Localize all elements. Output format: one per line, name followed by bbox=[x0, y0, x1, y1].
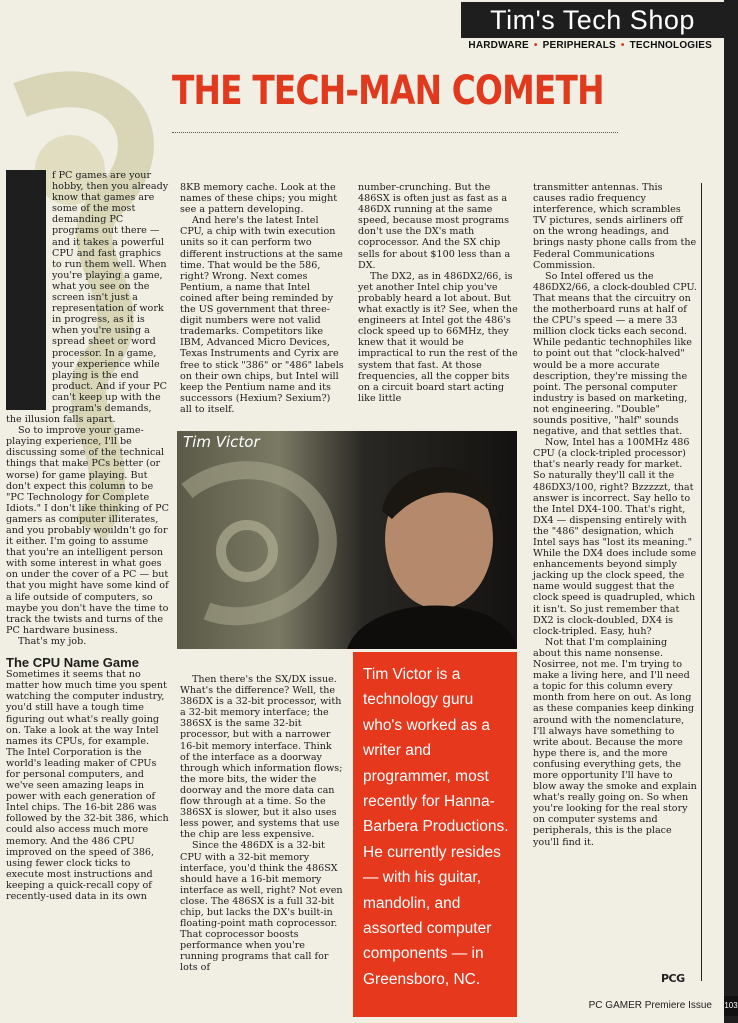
tag-hardware: HARDWARE bbox=[468, 40, 529, 51]
article-paragraph: number-crunching. But the 486SX is often just as fast as a 486DX running at the same speed, because most programs don't use the DX's math coprocessor. And the SX chip sells for about $100 less than a DX. bbox=[358, 182, 511, 271]
drop-cap-block bbox=[6, 170, 46, 410]
right-edge-bar bbox=[724, 0, 738, 1023]
article-paragraph: And here's the latest Intel CPU, a chip with twin execution units so it can perform two different instructions at the same time. That would be the 586, right? Wrong. Next comes Pentium, a name that Intel coined after being reminded by the US government that three-digit numbers were not valid trademarks. Competitors like IBM, Advanced Micro Devices, Texas Instruments and Cyrix are free to stick "386" or "486" labels on their own chips, but Intel will keep the Pentium name and its successors (Hexium? Sexium?) all to itself. bbox=[180, 215, 344, 415]
article-paragraph: f PC games are your hobby, then you already know that games are some of the most demanding PC programs out there — and it takes a powerful CPU and fast graphics to run them well. When you're playing a game, what you see on the screen isn't just a representation of work in progress, as it is when you're using a spread sheet or word processor. In a game, your experience while playing is the end product. And if your PC can't keep up with the program's demands, the illusion falls apart. bbox=[6, 170, 169, 426]
article-paragraph: 8KB memory cache. Look at the names of these chips; you might see a pattern developing. bbox=[180, 182, 338, 216]
headline-rule bbox=[172, 132, 618, 133]
column-rule bbox=[701, 183, 702, 981]
page-footer bbox=[589, 1000, 712, 1011]
portrait-illustration bbox=[177, 431, 517, 649]
tag-peripherals: PERIPHERALS bbox=[542, 40, 616, 51]
article-headline: THE TECH-MAN COMETH bbox=[172, 68, 604, 114]
article-column-2-bottom bbox=[180, 674, 344, 974]
issue-label: Premiere Issue bbox=[644, 1000, 712, 1011]
article-paragraph: Now, Intel has a 100MHz 486 CPU (a clock-tripled processor) that's nearly ready for market. So naturally they'll call it the 486DX3/100, right? Bzzzzzt, that answer is incorrect. Say hello to the Intel DX4-100. That's right, DX4 — dispensing entirely with the "486" designation, which Intel says has "lost its meaning." While the DX4 does include some enhancements beyond simply jacking up the clock speed, the name would suggest that the clock speed is quadrupled, which it isn't. So just remember that DX2 is clock-doubled, DX4 is clock-tripled. Easy, huh? bbox=[533, 437, 697, 637]
article-paragraph: So Intel offered us the 486DX2/66, a clock-doubled CPU. That means that the circuitry on the motherboard runs at half of the CPU's speed — a mere 33 million clock ticks each second. While pedantic technophiles like to point out that "clock-halved" would be a more accurate description, they're missing the point. The personal computer industry is based on marketing, not engineering. "Double" sounds positive, "half" sounds negative, and that settles that. bbox=[533, 270, 697, 438]
end-mark: PCG bbox=[661, 972, 685, 985]
article-column-2-top bbox=[180, 182, 344, 415]
article-column-4 bbox=[533, 182, 697, 848]
bullet-icon: • bbox=[533, 40, 538, 51]
article-paragraph: So to improve your game-playing experience, I'll be discussing some of the technical things that make PCs better (or worse) for game playing. But don't expect this column to be "PC Technology for Complete Idiots." I don't like thinking of PC gamers as computer illiterates, and you probably wouldn't go for it either. I'm going to assume that you're an intelligent person with some interest in what goes on under the cover of a PC — but that you might have some kind of a life outside of computers, so maybe you don't have the time to track the twists and turns of the PC hardware business. bbox=[6, 425, 169, 636]
section-title: Tim's Tech Shop bbox=[461, 2, 724, 38]
article-paragraph: That's my job. bbox=[18, 635, 87, 647]
article-paragraph: Then there's the SX/DX issue. What's the difference? Well, the 386DX is a 32-bit processor, with a 32-bit memory interface; the 386SX is the same 32-bit processor, but with a narrower 16-bit memory interface. Think of the interface as a doorway through which information flows; the more bits, the wider the doorway and the more data can flow through at a time. So the 386SX is slower, but it also uses less power, and systems that use the chip are less expensive. bbox=[180, 674, 343, 841]
bullet-icon: • bbox=[620, 40, 625, 51]
magazine-name: PC GAMER bbox=[588, 1000, 642, 1011]
page-number: 103 bbox=[724, 996, 738, 1016]
article-paragraph: The DX2, as in 486DX2/66, is yet another Intel chip you've probably heard a lot about. But what exactly is it? See, when the engineers at Intel got the 486's clock speed up to 66MHz, they knew that it would be impractical to run the rest of the system that fast. At those frequencies, all the copper bits on a circuit board start acting like little bbox=[358, 270, 518, 404]
article-paragraph: Sometimes it seems that no matter how much time you spent watching the computer industry, you'd still have a tough time figuring out what's really going on. Take a look at the way Intel names its CPUs, for example. The Intel Corporation is the world's leading maker of CPUs for personal computers, and we've seen amazing leaps in power with each generation of Intel chips. The 16-bit 286 was followed by the 32-bit 386, which could also access much more memory. And the 486 CPU improved on the speed of 386, using fewer clock ticks to execute most instructions and keeping a quick-recall copy of recently-used data in its own bbox=[6, 669, 169, 902]
article-paragraph: Since the 486DX is a 32-bit CPU with a 32-bit memory interface, you'd think the 486SX should have a 16-bit memory interface as well, right? Not even close. The 486SX is a full 32-bit chip, but lacks the DX's built-in floating-point math coprocessor. That coprocessor boosts performance when you're running programs that call for lots of bbox=[180, 840, 343, 974]
subheading: The CPU Name Game bbox=[6, 655, 139, 671]
article-column-3-top bbox=[358, 182, 518, 404]
photo-caption: Tim Victor bbox=[183, 433, 260, 451]
tag-technologies: TECHNOLOGIES bbox=[629, 40, 712, 51]
author-bio-box: Tim Victor is a technology guru who's worked as a writer and programmer, most recently for Hanna-Barbera Productions. He currently resides — with his guitar, mandolin, and assorted computer components — in Greensboro, NC. bbox=[353, 652, 517, 1017]
article-paragraph: Not that I'm complaining about this name nonsense. Nosirree, not me. I'm trying to make a living here, and I'll need a topic for this column every month from here on out. As long as these companies keep dinking around with the nomenclature, I'll always have something to write about. Because the more hype there is, and the more confusing everything gets, the more opportunity I'll have to blow away the smoke and explain what's really going on. So when you're looking for the real story on computer systems and peripherals, this is the place you'll find it. bbox=[533, 636, 697, 848]
article-column-1 bbox=[6, 170, 170, 902]
section-tags bbox=[468, 40, 712, 51]
author-photo bbox=[177, 431, 517, 649]
article-paragraph: transmitter antennas. This causes radio frequency interference, which scrambles TV pictures, sends airliners off on the wrong headings, and brings nasty phone calls from the Federal Communications Commission. bbox=[533, 182, 697, 271]
